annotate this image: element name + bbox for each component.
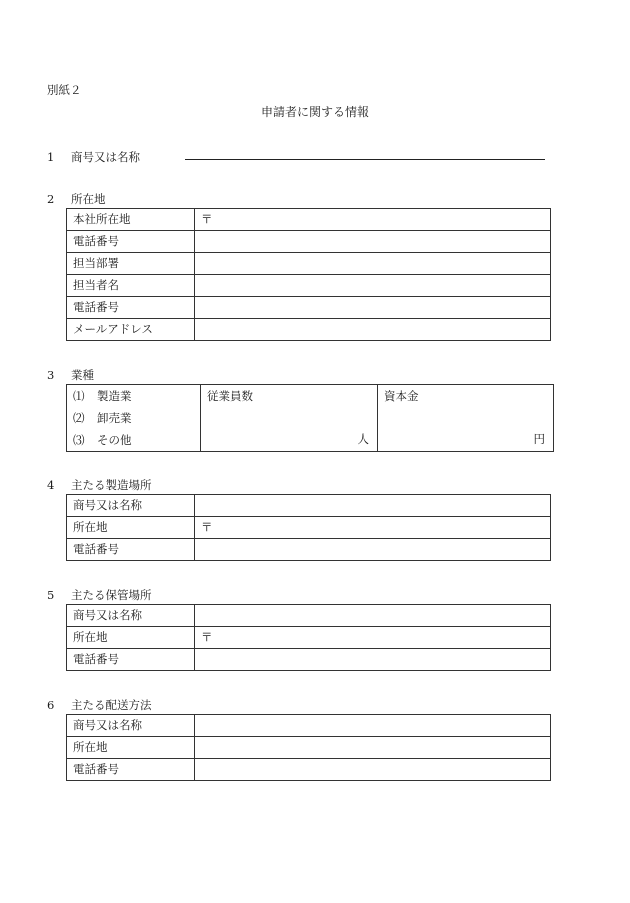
row-value-field[interactable] <box>195 231 551 253</box>
manufacturing-site-table <box>66 494 551 561</box>
industry-table <box>66 384 554 452</box>
row-label: 所在地 <box>67 517 195 539</box>
section-number: 2 <box>47 192 55 206</box>
row-label: 電話番号 <box>67 539 195 561</box>
section-4-heading <box>47 477 152 493</box>
option-marker: ⑴ <box>73 389 85 403</box>
row-label: 商号又は名称 <box>67 715 195 737</box>
option-label: 製造業 <box>97 389 132 403</box>
table-row <box>67 495 551 517</box>
section-number: 1 <box>47 150 55 164</box>
row-label: 電話番号 <box>67 231 195 253</box>
employees-field[interactable] <box>201 385 378 452</box>
delivery-method-table <box>66 714 551 781</box>
capital-field[interactable] <box>378 385 554 452</box>
option-label: 卸売業 <box>97 411 132 425</box>
industry-option[interactable] <box>67 407 200 429</box>
row-value-field[interactable] <box>195 275 551 297</box>
section-1-heading <box>47 149 140 165</box>
row-value-field[interactable] <box>195 253 551 275</box>
row-value-field[interactable] <box>195 319 551 341</box>
industry-option[interactable] <box>67 429 200 451</box>
location-table <box>66 208 551 341</box>
section-2-heading <box>47 191 106 207</box>
table-row <box>67 737 551 759</box>
row-value-field[interactable] <box>195 605 551 627</box>
row-label: 所在地 <box>67 627 195 649</box>
table-row <box>67 209 551 231</box>
row-value-field[interactable]: 〒 <box>195 517 551 539</box>
row-value-field[interactable]: 〒 <box>195 209 551 231</box>
section-label: 主たる保管場所 <box>71 588 152 602</box>
row-value-field[interactable] <box>195 737 551 759</box>
row-label: 担当部署 <box>67 253 195 275</box>
row-value-field[interactable] <box>195 759 551 781</box>
option-marker: ⑶ <box>73 433 85 447</box>
row-value-field[interactable] <box>195 539 551 561</box>
industry-categories <box>67 385 201 452</box>
section-number: 4 <box>47 478 55 492</box>
table-row <box>67 253 551 275</box>
row-value-field[interactable] <box>195 715 551 737</box>
table-row <box>67 759 551 781</box>
page-title: 申請者に関する情報 <box>260 105 369 119</box>
table-row <box>67 275 551 297</box>
row-label: 電話番号 <box>67 297 195 319</box>
section-6-heading <box>47 697 152 713</box>
section-3-heading <box>47 367 94 383</box>
table-row <box>67 649 551 671</box>
attachment-label: 別紙２ <box>47 83 82 97</box>
row-label: 所在地 <box>67 737 195 759</box>
section-number: 6 <box>47 698 55 712</box>
employees-unit: 人 <box>357 432 369 446</box>
option-marker: ⑵ <box>73 411 85 425</box>
table-row <box>67 231 551 253</box>
row-label: 商号又は名称 <box>67 495 195 517</box>
section-label: 業種 <box>71 368 94 382</box>
section-label: 主たる配送方法 <box>71 698 152 712</box>
row-label: 担当者名 <box>67 275 195 297</box>
section-number: 5 <box>47 588 55 602</box>
table-row <box>67 517 551 539</box>
table-row <box>67 539 551 561</box>
table-row <box>67 297 551 319</box>
section-label: 商号又は名称 <box>71 150 140 164</box>
section-5-heading <box>47 587 152 603</box>
row-value-field[interactable]: 〒 <box>195 627 551 649</box>
table-row <box>67 715 551 737</box>
row-label: 電話番号 <box>67 649 195 671</box>
table-row <box>67 627 551 649</box>
row-label: メールアドレス <box>67 319 195 341</box>
row-value-field[interactable] <box>195 297 551 319</box>
company-name-field[interactable] <box>185 159 545 160</box>
capital-unit: 円 <box>533 432 545 446</box>
industry-option[interactable] <box>67 385 200 407</box>
table-row <box>67 605 551 627</box>
row-label: 電話番号 <box>67 759 195 781</box>
employees-header: 従業員数 <box>207 389 253 403</box>
row-label: 商号又は名称 <box>67 605 195 627</box>
table-row <box>67 319 551 341</box>
section-number: 3 <box>47 368 55 382</box>
option-label: その他 <box>97 433 132 447</box>
row-label: 本社所在地 <box>67 209 195 231</box>
row-value-field[interactable] <box>195 649 551 671</box>
section-label: 主たる製造場所 <box>71 478 152 492</box>
row-value-field[interactable] <box>195 495 551 517</box>
capital-header: 資本金 <box>384 389 419 403</box>
section-label: 所在地 <box>71 192 106 206</box>
storage-site-table <box>66 604 551 671</box>
